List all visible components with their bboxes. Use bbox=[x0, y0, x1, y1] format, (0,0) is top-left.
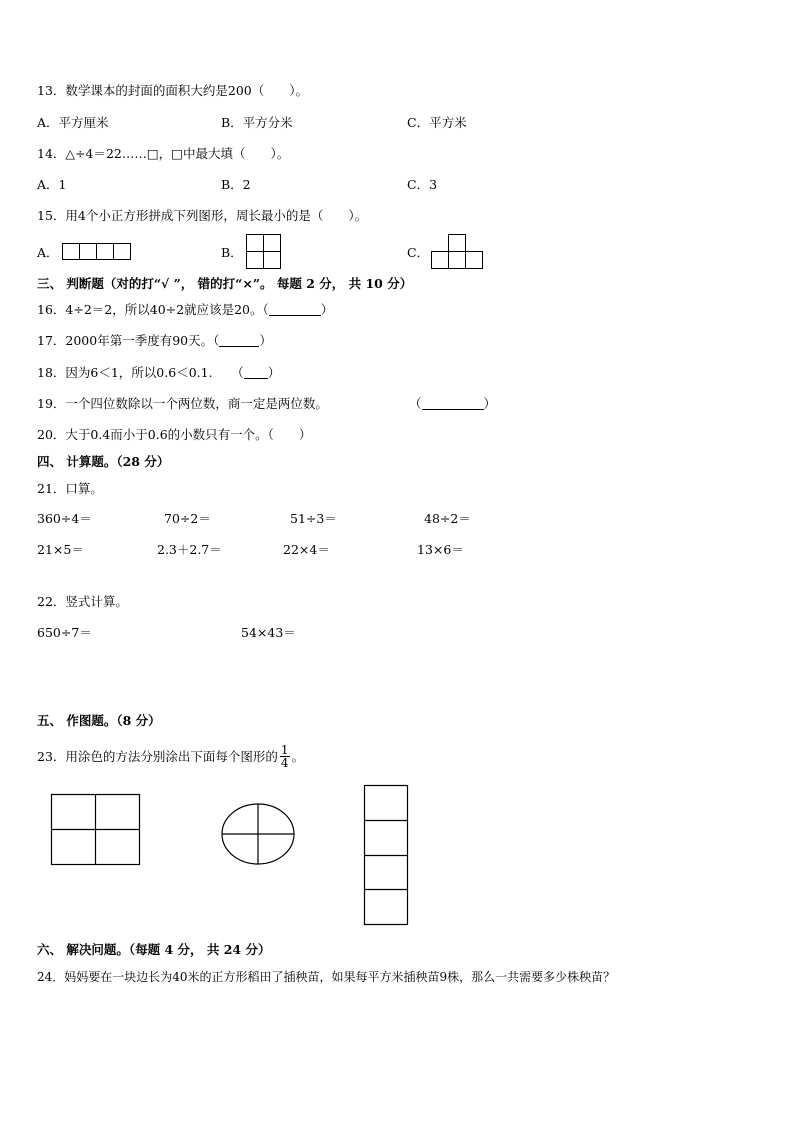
q19-text: 19．一个四位数除以一个两位数，商一定是两位数。 bbox=[37, 396, 328, 411]
q15-shape-a bbox=[62, 243, 132, 261]
q23-text: 23．用涂色的方法分别涂出下面每个图形的 bbox=[37, 749, 278, 764]
q16-answer-blank[interactable] bbox=[269, 303, 321, 316]
q18-answer-blank[interactable] bbox=[244, 366, 268, 379]
q19-close: ） bbox=[483, 396, 497, 411]
q13-option-b[interactable]: B．平方分米 bbox=[221, 115, 293, 130]
q20-text: 20．大于0.4而小于0.6的小数只有一个。（ ） bbox=[37, 427, 312, 442]
q22-item: 650÷7＝ bbox=[37, 625, 92, 640]
q13-text: 13．数学课本的封面的面积大约是200（ ）。 bbox=[37, 83, 309, 98]
q15-shape-b bbox=[246, 234, 282, 270]
q23-circle-figure[interactable] bbox=[221, 803, 295, 865]
q16-text: 16．4÷2＝2，所以40÷2就应该是20。（ bbox=[37, 302, 269, 317]
q15-option-b[interactable]: B． bbox=[221, 245, 243, 260]
q24-text: 24．妈妈要在一块边长为40米的正方形稻田了插秧苗，如果每平方米插秧苗9株，那么一共需要多少株秧苗？ bbox=[37, 970, 616, 984]
q16-close: ） bbox=[320, 302, 334, 317]
section3-heading: 三、 判断题（对的打“√ ”， 错的打“×”。 每题 2 分， 共 10 分） bbox=[37, 276, 413, 291]
section5-heading: 五、 作图题。（8 分） bbox=[37, 713, 161, 728]
q22-text: 22．竖式计算。 bbox=[37, 594, 128, 609]
q17 bbox=[37, 333, 272, 349]
q19-open: （ bbox=[409, 396, 422, 411]
q15-text: 15．用4个小正方形拼成下列图形，周长最小的是（ ）。 bbox=[37, 208, 368, 223]
q18 bbox=[37, 365, 280, 381]
q23-rectangle-figure[interactable] bbox=[51, 794, 141, 866]
q21-item: 2.3＋2.7＝ bbox=[157, 542, 222, 557]
q13-option-a[interactable]: A．平方厘米 bbox=[37, 115, 109, 130]
q17-close: ） bbox=[259, 333, 272, 348]
q13-option-c[interactable]: C．平方米 bbox=[407, 115, 467, 130]
q21-item: 13×6＝ bbox=[417, 542, 464, 557]
fraction-denominator: 4 bbox=[280, 756, 289, 770]
q23 bbox=[37, 744, 304, 769]
q17-answer-blank[interactable] bbox=[219, 334, 259, 347]
q17-text: 17．2000年第一季度有90天。（ bbox=[37, 333, 220, 348]
q18-close: ） bbox=[267, 365, 281, 380]
q22-item: 54×43＝ bbox=[241, 625, 296, 640]
q19-answer-blank[interactable] bbox=[422, 397, 484, 410]
q16 bbox=[37, 302, 333, 318]
q15-option-a[interactable]: A． bbox=[37, 245, 59, 260]
q21-item: 51÷3＝ bbox=[290, 511, 337, 526]
q21-item: 22×4＝ bbox=[283, 542, 330, 557]
q21-item: 21×5＝ bbox=[37, 542, 84, 557]
section4-heading: 四、 计算题。（28 分） bbox=[37, 454, 170, 469]
q21-item: 48÷2＝ bbox=[424, 511, 471, 526]
q21-text: 21．口算。 bbox=[37, 481, 103, 496]
q18-text: 18．因为6＜1，所以0.6＜0.1. （ bbox=[37, 365, 244, 380]
q21-item: 360÷4＝ bbox=[37, 511, 92, 526]
q14-option-c[interactable]: C．3 bbox=[407, 177, 438, 192]
q19-answer bbox=[409, 396, 496, 412]
q23-column-figure[interactable] bbox=[364, 785, 410, 927]
q15-shape-c bbox=[431, 234, 485, 270]
section6-heading: 六、 解决问题。（每题 4 分， 共 24 分） bbox=[37, 942, 271, 957]
fraction-numerator: 1 bbox=[280, 743, 289, 757]
q21-item: 70÷2＝ bbox=[164, 511, 211, 526]
one-quarter-fraction bbox=[280, 744, 290, 769]
q15-option-c[interactable]: C． bbox=[407, 245, 430, 260]
q14-option-b[interactable]: B．2 bbox=[221, 177, 251, 192]
q23-tail: 。 bbox=[291, 749, 305, 764]
q14-option-a[interactable]: A．1 bbox=[37, 177, 67, 192]
q14-text: 14．△÷4＝22……□，□中最大填（ ）。 bbox=[37, 146, 290, 161]
